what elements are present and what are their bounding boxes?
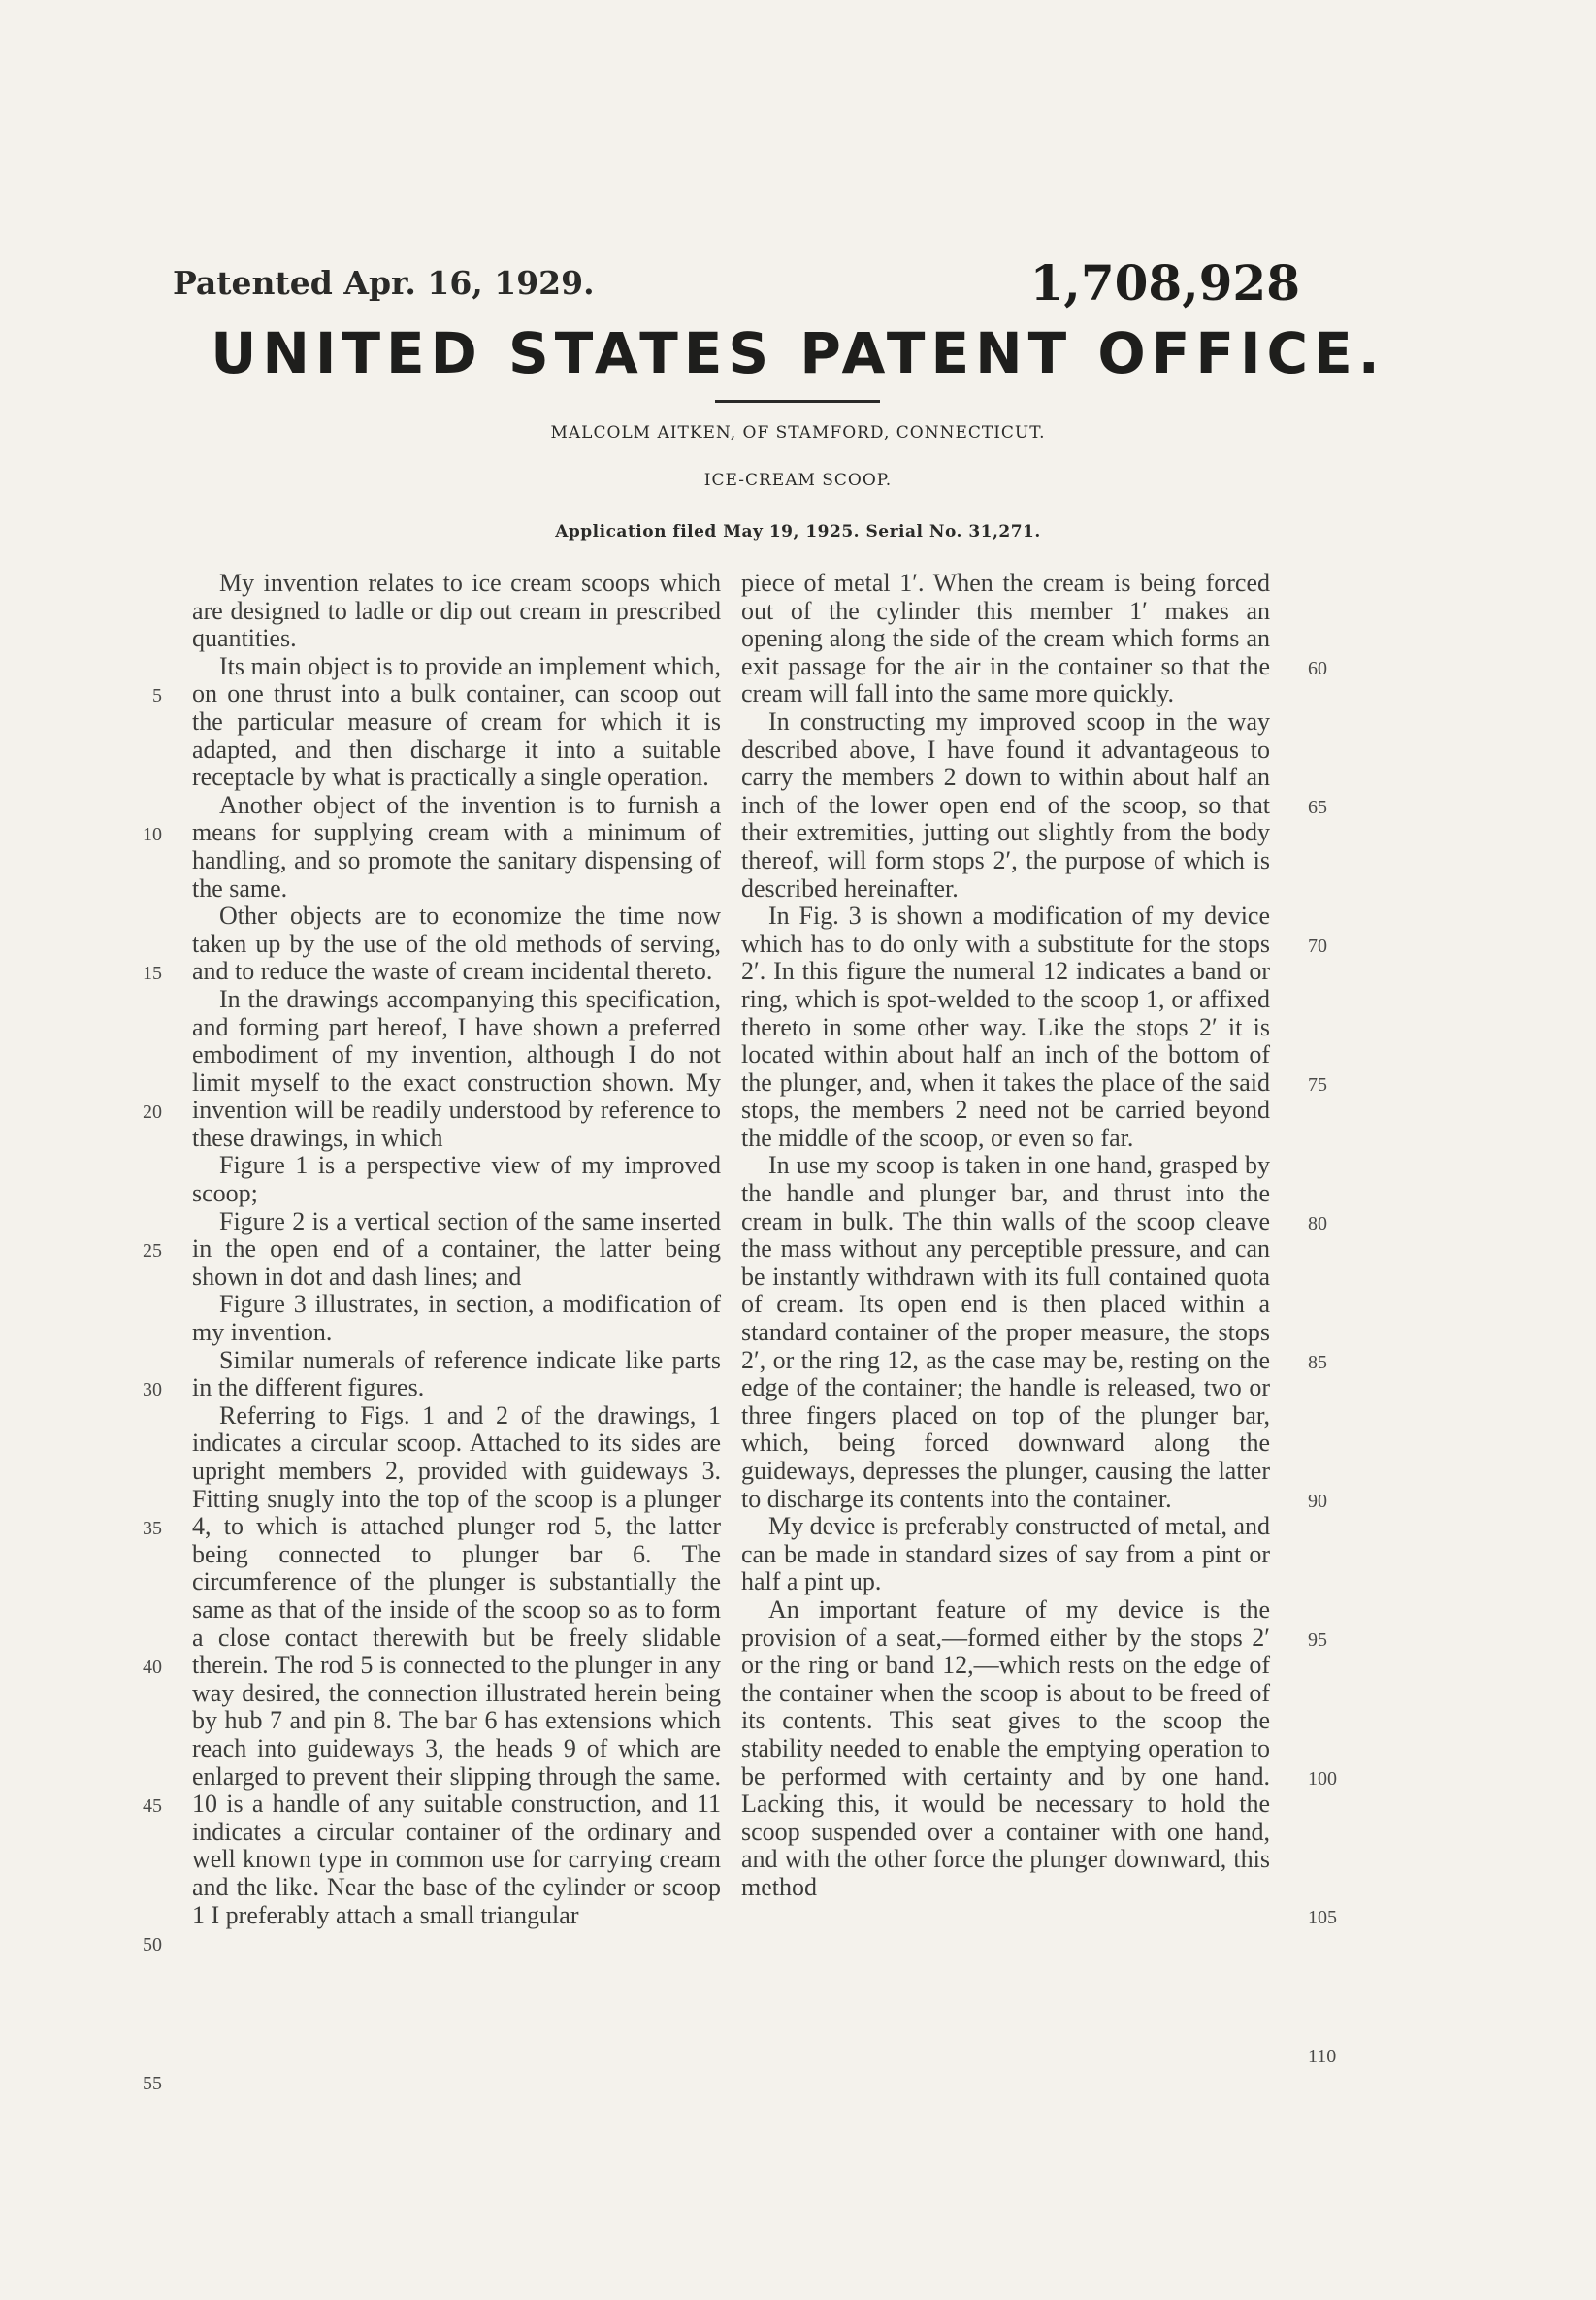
paragraph: In the drawings accompanying this specification, and forming part hereof, I have shown a preferred embodiment of my invention, although I do not limit myself to the exact construction shown. My invention will be readily understood by reference to these drawings, in which (192, 984, 721, 1152)
line-number: 75 (1308, 1074, 1327, 1096)
line-number: 40 (143, 1657, 162, 1678)
paragraph: In Fig. 3 is shown a modification of my device which has to do only with a substitute for the stops 2′. In this figure the numeral 12 indicates a band or ring, which is spot-welded to the scoop 1, or affixed thereto in some other way. Like the stops 2′ it is located within about half an inch of the bottom of the plunger, and, when it takes the place of the said stops, the members 2 need not be carried beyond the middle of the scoop, or even so far. (741, 902, 1270, 1152)
invention-title: ICE-CREAM SCOOP. (703, 471, 893, 490)
line-number: 25 (143, 1240, 162, 1262)
application-line: Application filed May 19, 1925. Serial No. 31,271. (555, 522, 1041, 542)
title-rule (715, 400, 880, 403)
line-number: 80 (1308, 1213, 1327, 1234)
line-number: 70 (1308, 936, 1327, 957)
paragraph: My invention relates to ice cream scoops which are designed to ladle or dip out cream in prescribed quantities. (192, 569, 721, 653)
paragraph: Similar numerals of reference indicate like parts in the different figures. (192, 1345, 721, 1402)
line-number: 110 (1308, 2046, 1337, 2067)
paragraph: piece of metal 1′. When the cream is being forced out of the cylinder this member 1′ makes an opening along the side of the cream which forms an exit passage for the air in the container so that the cream will fall into the same more quickly. (741, 569, 1270, 708)
line-number: 35 (143, 1518, 162, 1539)
right-column (741, 570, 1270, 1902)
line-number: 90 (1308, 1491, 1327, 1512)
line-number: 65 (1308, 797, 1327, 818)
paragraph: Other objects are to economize the time now taken up by the use of the old methods of serving, and to reduce the waste of cream incidental thereto. (192, 902, 721, 986)
paragraph: Referring to Figs. 1 and 2 of the drawings, 1 indicates a circular scoop. Attached to its sides are upright members 2, provided with guideways 3. Fitting snugly into the top of the scoop is a plunger 4, to which is attached plunger rod 5, the latter being connected to plunger bar 6. The circumference of the plunger is substantially the same as that of the inside of the scoop so as to form a close contact therewith but be freely slidable therein. The rod 5 is connected to the plunger in any way desired, the connection illustrated herein being by hub 7 and pin 8. The bar 6 has extensions which reach into guideways 3, the heads 9 of which are enlarged to prevent their slipping through the same. 10 is a handle of any suitable construction, and 11 indicates a circular container of the ordinary and well known type in common use for carrying cream and the like. Near the base of the cylinder or scoop 1 I preferably attach a small triangular (192, 1400, 721, 1929)
office-title: UNITED STATES PATENT OFFICE. (211, 320, 1385, 386)
paragraph: Figure 3 illustrates, in section, a modification of my invention. (192, 1290, 721, 1347)
line-number: 10 (143, 824, 162, 845)
line-number: 85 (1308, 1352, 1327, 1373)
line-number: 20 (143, 1101, 162, 1123)
paragraph: Figure 2 is a vertical section of the same inserted in the open end of a container, the latter being shown in dot and dash lines; and (192, 1206, 721, 1291)
line-number: 105 (1308, 1907, 1337, 1928)
line-number: 55 (143, 2073, 162, 2094)
paragraph: Its main object is to provide an implement which, on one thrust into a bulk container, can scoop out the particular measure of cream for which it is adapted, and then discharge it into a suitable receptacle by what is practically a single operation. (192, 651, 721, 792)
line-number: 30 (143, 1379, 162, 1400)
line-number: 95 (1308, 1629, 1327, 1651)
inventor-line: MALCOLM AITKEN, OF STAMFORD, CONNECTICUT. (550, 423, 1046, 443)
line-number: 100 (1308, 1768, 1337, 1790)
line-number: 50 (143, 1934, 162, 1955)
paragraph: My device is preferably constructed of metal, and can be made in standard sizes of say from a pint or half a pint up. (741, 1512, 1270, 1596)
patent-date: Patented Apr. 16, 1929. (173, 264, 595, 302)
paragraph: In use my scoop is taken in one hand, grasped by the handle and plunger bar, and thrust into the cream in bulk. The thin walls of the scoop cleave the mass without any perceptible pressure, and can be instantly withdrawn with its full contained quota of cream. Its open end is then placed within a standard container of the proper measure, the stops 2′, or the ring 12, as the case may be, resting on the edge of the container; the handle is released, two or three fingers placed on top of the plunger bar, which, being forced downward along the guideways, depresses the plunger, causing the latter to discharge its contents into the container. (741, 1151, 1270, 1513)
paragraph: Another object of the invention is to furnish a means for supplying cream with a minimum of handling, and so promote the sanitary dispensing of the same. (192, 790, 721, 903)
left-column (192, 570, 721, 1929)
paragraph: Figure 1 is a perspective view of my improved scoop; (192, 1151, 721, 1208)
line-number: 45 (143, 1795, 162, 1817)
paragraph: An important feature of my device is the provision of a seat,—formed either by the stops 2′ or the ring or band 12,—which rests on the edge of the container when the scoop is about to be freed of its contents. This seat gives to the scoop the stability needed to enable the emptying operation to be performed with certainty and by one hand. Lacking this, it would be necessary to hold the scoop suspended over a container with one hand, and with the other force the plunger downward, this method (741, 1594, 1270, 1901)
paragraph: In constructing my improved scoop in the way described above, I have found it advantageous to carry the members 2 down to within about half an inch of the lower open end of the scoop, so that their extremities, jutting out slightly from the body thereof, will form stops 2′, the purpose of which is described hereinafter. (741, 706, 1270, 903)
patent-number: 1,708,928 (1029, 254, 1300, 312)
line-number: 5 (152, 685, 162, 706)
line-number: 60 (1308, 658, 1327, 679)
line-number: 15 (143, 963, 162, 984)
